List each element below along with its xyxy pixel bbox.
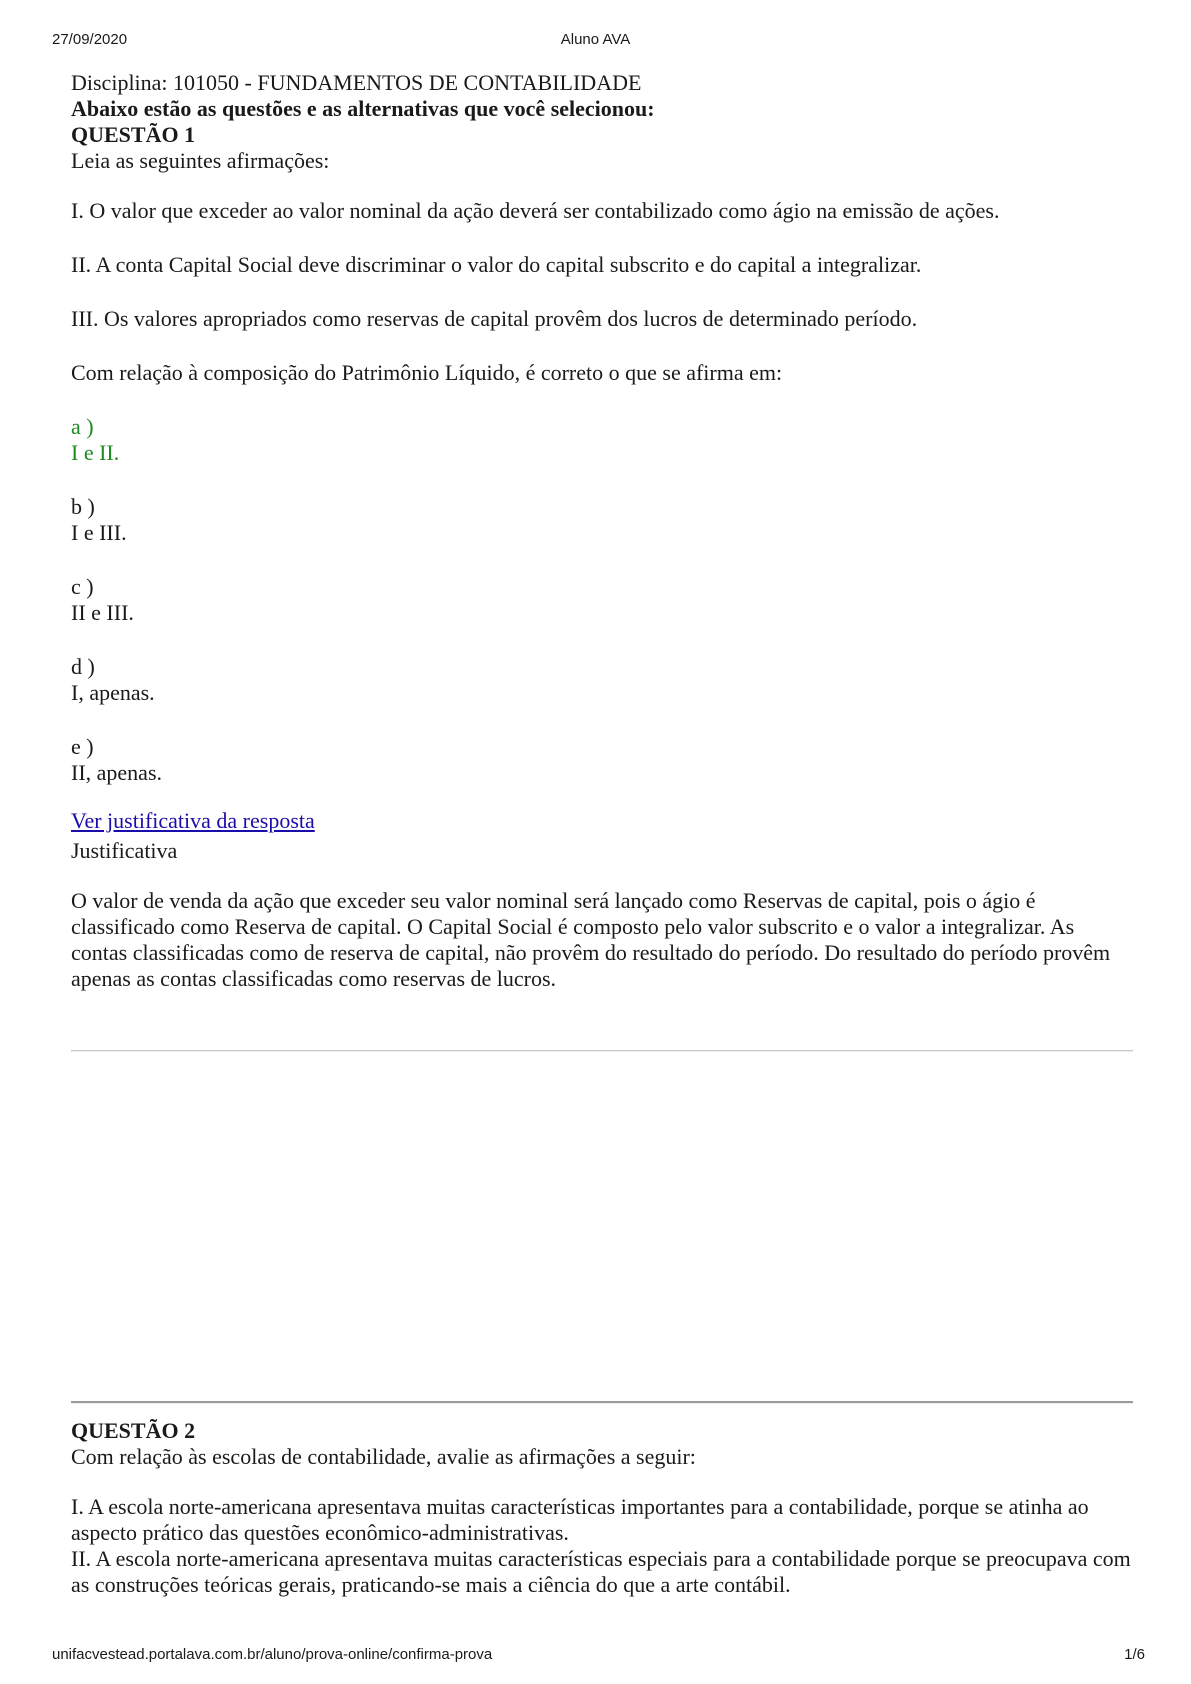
justification-label: Justificativa: [71, 838, 178, 863]
question-2-title: QUESTÃO 2: [71, 1418, 196, 1443]
print-title: Aluno AVA: [560, 31, 631, 48]
option-letter: e ): [71, 734, 94, 759]
option-letter: b ): [71, 494, 95, 519]
option-text: I, apenas.: [71, 680, 155, 705]
option-text: II, apenas.: [71, 760, 163, 785]
statement: I. O valor que exceder ao valor nominal da ação deverá ser contabilizado como ágio na emissão de ações.: [71, 198, 1000, 223]
justification-text: O valor de venda da ação que exceder seu valor nominal será lançado como Reservas de capital, pois o ágio é classificado como Reserva de capital. O Capital Social é composto pelo valor subscrito e o valor a integralizar. As contas classificadas como de reserva de capital, não provêm do resultado do período. Do resultado do período provêm apenas as contas classificadas como reservas de lucros.: [71, 888, 1111, 991]
statement: II. A conta Capital Social deve discriminar o valor do capital subscrito e do capital a integralizar.: [71, 252, 922, 277]
divider: [71, 1050, 1133, 1052]
option-text: I e II.: [71, 440, 120, 465]
question-2-prompt: Com relação às escolas de contabilidade, avalie as afirmações a seguir:: [71, 1444, 696, 1469]
question-1: [71, 70, 1131, 992]
statement: III. Os valores apropriados como reservas de capital provêm dos lucros de determinado período.: [71, 306, 918, 331]
intro-line: Abaixo estão as questões e as alternativas que você selecionou:: [71, 96, 655, 121]
statement: I. A escola norte-americana apresentava muitas características importantes para a contabilidade, porque se atinha ao aspecto prático das questões econômico-administrativas.: [71, 1494, 1089, 1545]
option-b: [71, 494, 1131, 546]
question-2: [71, 1418, 1131, 1598]
page-url: unifacvestead.portalava.com.br/aluno/prova-online/confirma-prova: [52, 1646, 493, 1663]
question-1-text: Com relação à composição do Patrimônio Líquido, é correto o que se afirma em:: [71, 360, 783, 385]
option-e: [71, 734, 1131, 786]
option-text: I e III.: [71, 520, 127, 545]
justification-link[interactable]: Ver justificativa da resposta: [71, 808, 315, 833]
option-d: [71, 654, 1131, 706]
page-number: 1/6: [1124, 1646, 1145, 1663]
option-a: [71, 414, 1131, 466]
discipline-line: Disciplina: 101050 - FUNDAMENTOS DE CONTABILIDADE: [71, 70, 642, 95]
option-letter: c ): [71, 574, 94, 599]
option-letter: a ): [71, 414, 94, 439]
question-1-prompt: Leia as seguintes afirmações:: [71, 148, 330, 173]
divider: [71, 1401, 1133, 1404]
option-letter: d ): [71, 654, 95, 679]
option-text: II e III.: [71, 600, 134, 625]
statement: II. A escola norte-americana apresentava muitas características especiais para a contabilidade porque se preocupava com as construções teóricas gerais, praticando-se mais a ciência do que a arte contábil.: [71, 1546, 1131, 1597]
print-date: 27/09/2020: [52, 31, 128, 48]
option-c: [71, 574, 1131, 626]
question-1-title: QUESTÃO 1: [71, 122, 196, 147]
